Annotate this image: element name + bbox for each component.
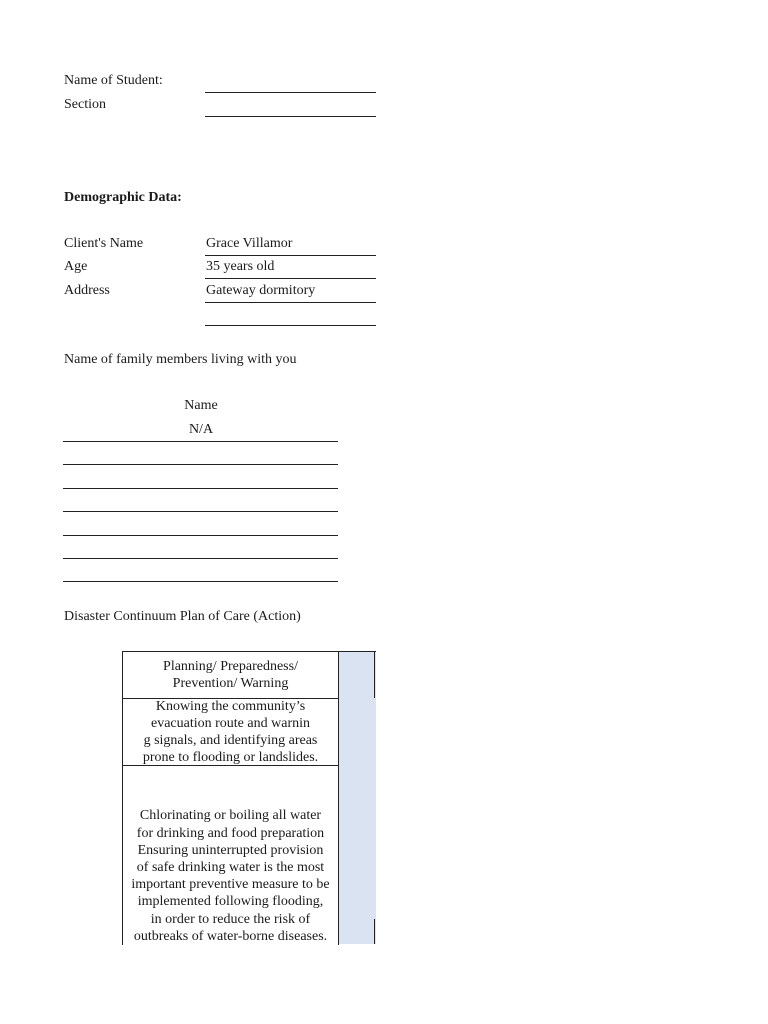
plan-row-1-line: prone to flooding or landslides. — [142, 750, 319, 766]
family-row-underline — [63, 581, 338, 582]
plan-table-main-column — [122, 651, 339, 945]
plan-row-2-line: outbreaks of water-borne diseases. — [133, 928, 328, 944]
age-underline — [205, 278, 376, 279]
plan-heading: Disaster Continuum Plan of Care (Action) — [64, 609, 301, 624]
family-row-underline — [63, 441, 338, 442]
family-row-underline — [63, 535, 338, 536]
family-row-underline — [63, 558, 338, 559]
address-value: Gateway dormitory — [206, 283, 316, 298]
plan-side-shaded-column — [339, 651, 376, 944]
student-name-label: Name of Student: — [64, 73, 163, 88]
plan-row-1-cell — [123, 699, 339, 766]
family-row-underline — [63, 488, 338, 489]
section-underline — [205, 116, 376, 117]
client-name-label: Client's Name — [64, 236, 144, 251]
section-label: Section — [64, 97, 106, 112]
address-underline — [205, 302, 376, 303]
plan-row-2-line: in order to reduce the risk of — [150, 911, 311, 927]
plan-row-2-line: Ensuring uninterrupted provision — [137, 842, 324, 858]
plan-row-2-line: for drinking and food preparation — [136, 825, 325, 841]
plan-row-2-cell — [123, 766, 339, 945]
age-value: 35 years old — [206, 259, 275, 274]
family-row-underline — [63, 464, 338, 465]
family-name-column-header: Name — [184, 398, 218, 413]
client-name-value: Grace Villamor — [206, 236, 293, 251]
address-label: Address — [64, 283, 110, 298]
plan-row-1-line: evacuation route and warnin — [151, 715, 310, 731]
demographic-heading: Demographic Data: — [64, 190, 182, 205]
plan-side-border-bottom — [374, 919, 375, 944]
family-row-underline — [63, 511, 338, 512]
plan-row-2-line: of safe drinking water is the most — [136, 859, 325, 875]
plan-side-border-top — [374, 651, 375, 698]
plan-row-2-line: important preventive measure to be — [131, 877, 330, 893]
plan-row-1-line: Knowing the community’s — [155, 699, 306, 714]
address-line2-underline — [205, 325, 376, 326]
plan-header-cell — [123, 652, 339, 699]
plan-header-line: Planning/ Preparedness/ — [163, 658, 298, 674]
plan-row-1-line: g signals, and identifying areas — [143, 733, 318, 748]
age-label: Age — [64, 259, 88, 274]
plan-header-line: Prevention/ Warning — [172, 676, 289, 691]
plan-row-2-line: Chlorinating or boiling all water — [139, 808, 322, 824]
plan-of-care-table — [122, 651, 376, 944]
student-name-underline — [205, 92, 376, 93]
family-row: N/A — [188, 422, 214, 437]
plan-row-2-line: implemented following flooding, — [137, 894, 324, 910]
family-heading: Name of family members living with you — [64, 352, 297, 367]
client-name-underline — [205, 255, 376, 256]
